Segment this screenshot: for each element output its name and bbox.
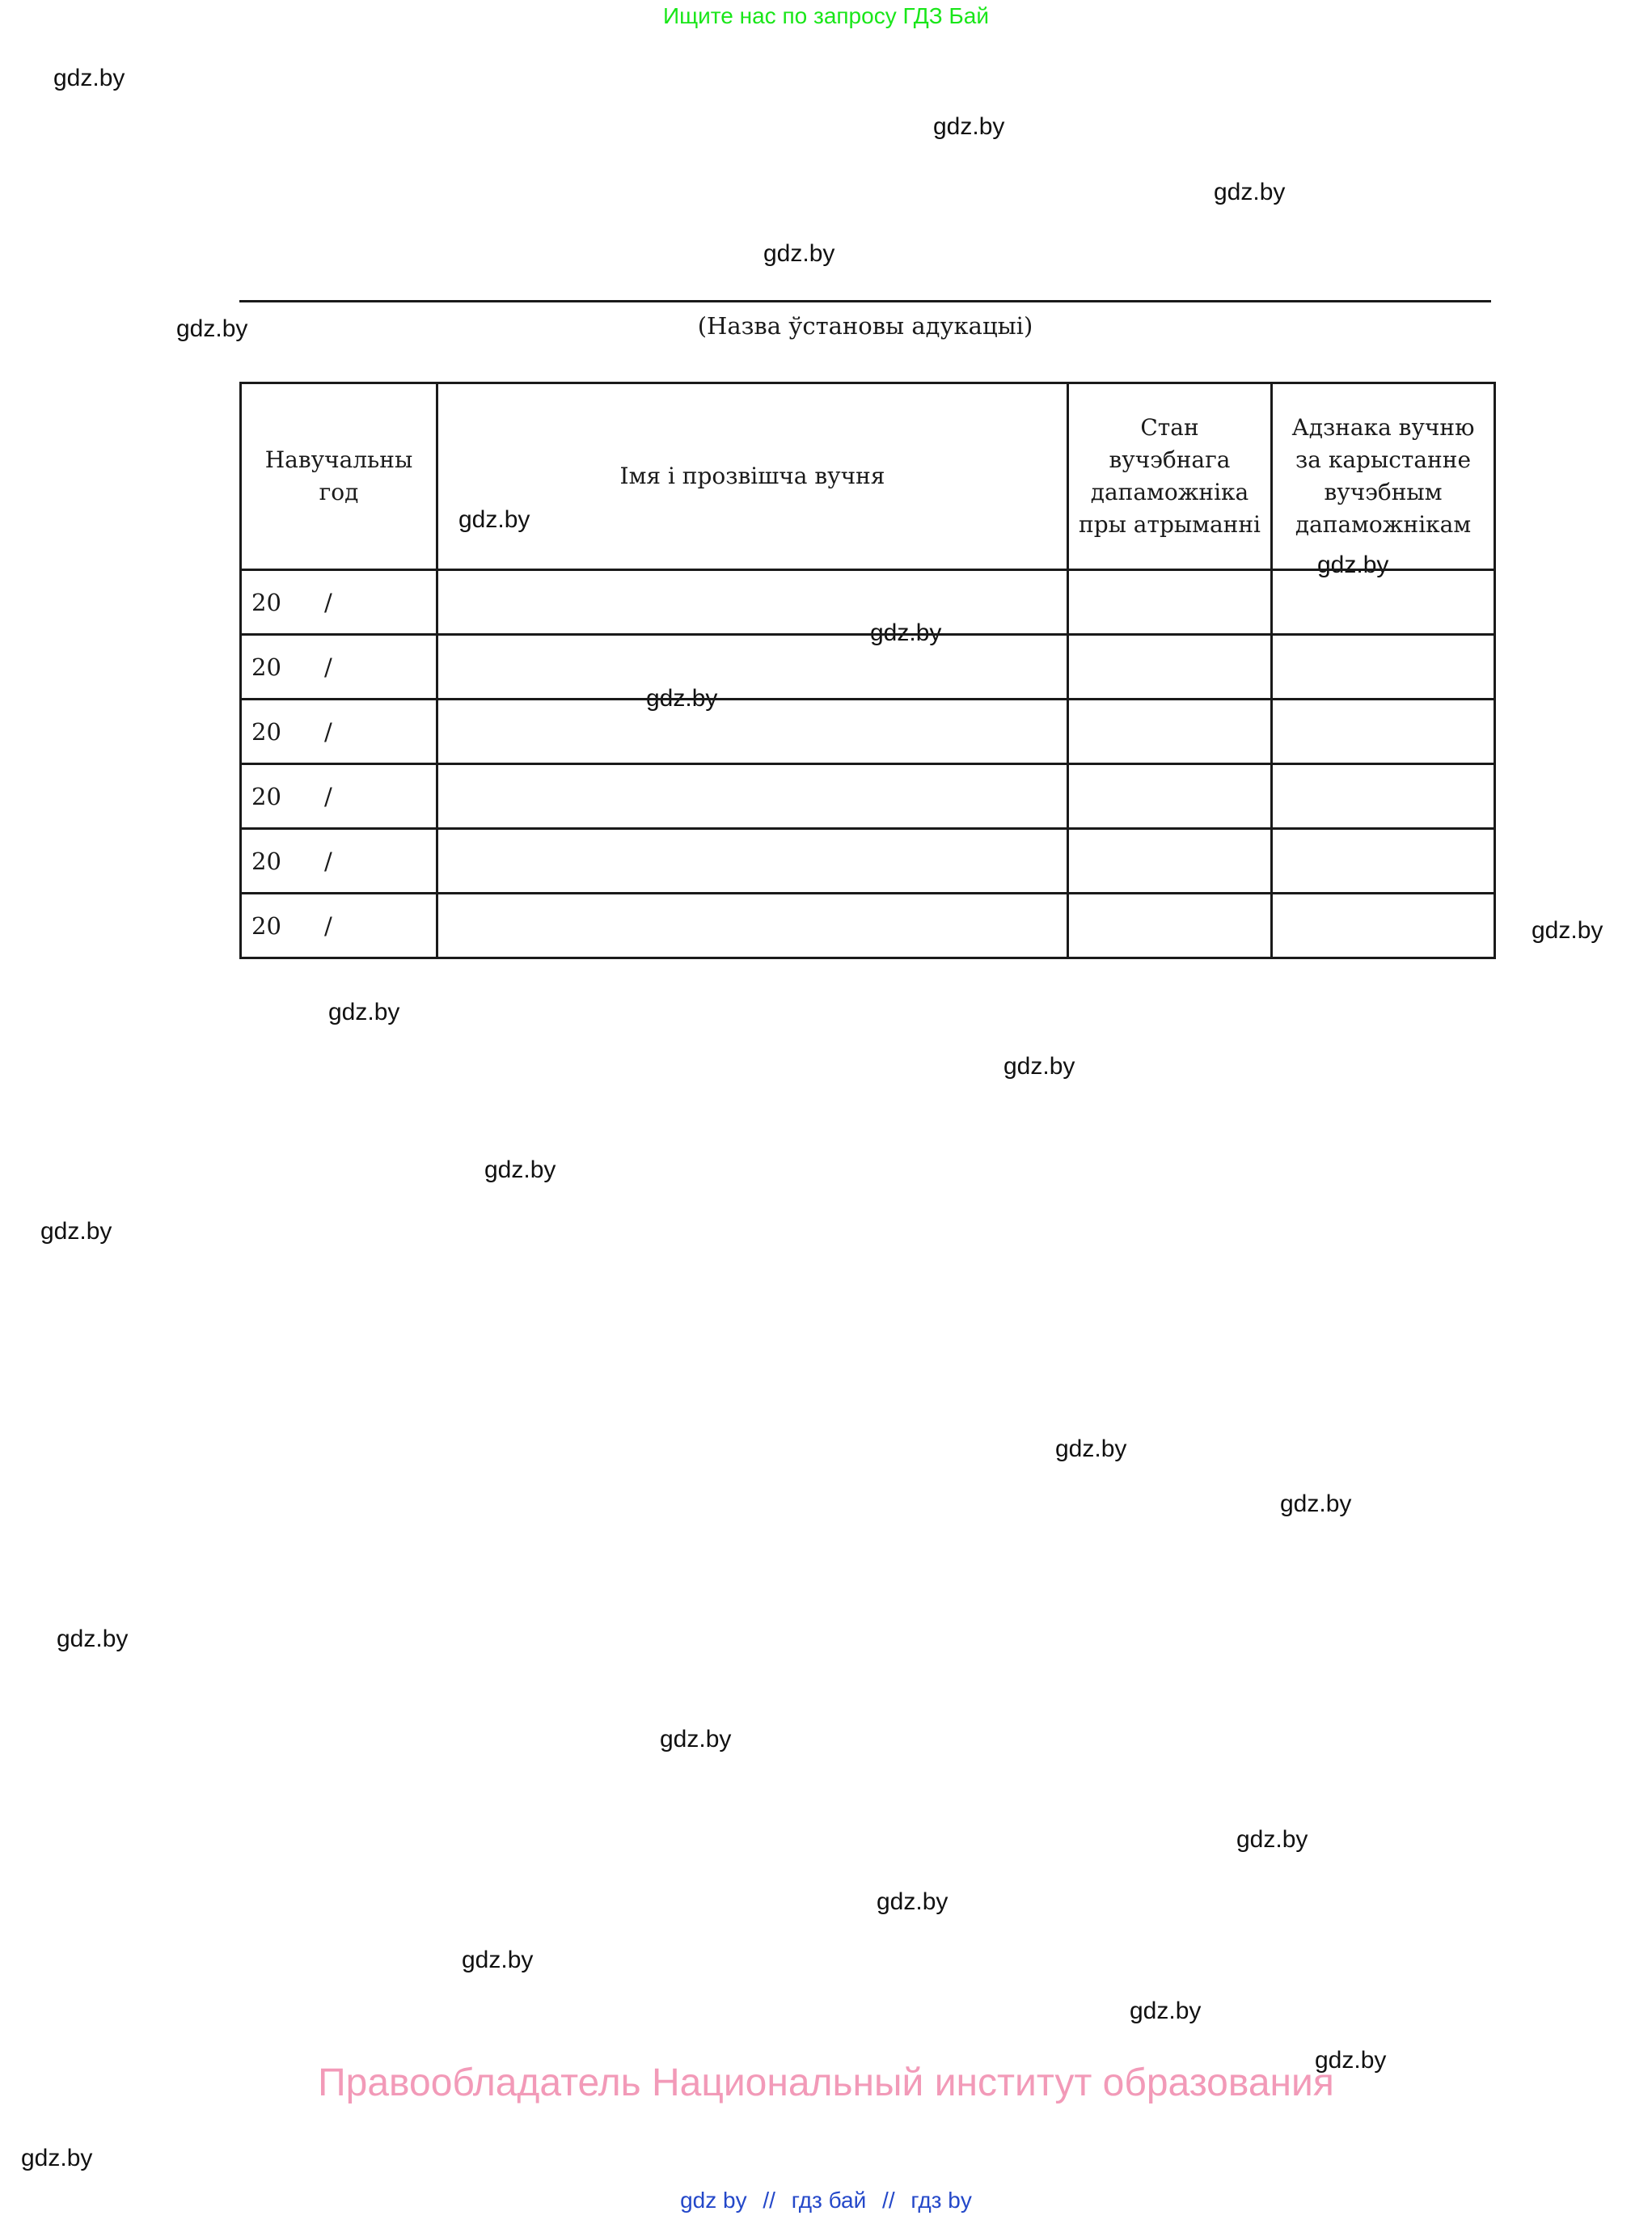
footer-links <box>0 2188 1652 2213</box>
footer-link[interactable]: гдз by <box>911 2188 972 2213</box>
footer-link[interactable]: гдз бай <box>791 2188 867 2213</box>
watermark: gdz.by <box>328 999 400 1025</box>
watermark: gdz.by <box>660 1726 732 1753</box>
footer-separator: // <box>882 2188 895 2213</box>
student-name-cell[interactable] <box>437 635 1068 700</box>
student-name-cell[interactable] <box>437 764 1068 829</box>
table-row <box>241 570 1495 635</box>
watermark: gdz.by <box>1055 1435 1127 1462</box>
grade-cell[interactable] <box>1272 700 1495 764</box>
watermark: gdz.by <box>1532 917 1603 944</box>
grade-cell[interactable] <box>1272 764 1495 829</box>
watermark: gdz.by <box>1003 1053 1075 1080</box>
watermark: gdz.by <box>870 619 942 646</box>
student-name-cell[interactable] <box>437 700 1068 764</box>
condition-cell[interactable] <box>1068 635 1272 700</box>
watermark: gdz.by <box>462 1947 534 1973</box>
header-student-name: Імя і прозвішча вучня <box>437 383 1068 570</box>
watermark: gdz.by <box>458 506 530 533</box>
table-row <box>241 700 1495 764</box>
header-school-year: Навучальны год <box>241 383 437 570</box>
year-cell: 20 / <box>241 829 437 894</box>
footer-link[interactable]: gdz by <box>680 2188 747 2213</box>
watermark: gdz.by <box>646 685 718 712</box>
table-row <box>241 764 1495 829</box>
header-textbook-condition: Стан вучэбнага дапаможніка пры атрыманні <box>1068 383 1272 570</box>
condition-cell[interactable] <box>1068 764 1272 829</box>
year-cell: 20 / <box>241 635 437 700</box>
condition-cell[interactable] <box>1068 894 1272 958</box>
header-student-grade: Адзнака вучню за карыстанне вучэбным дапаможнікам <box>1272 383 1495 570</box>
school-name-line <box>239 300 1491 302</box>
year-cell: 20 / <box>241 570 437 635</box>
watermark: gdz.by <box>1214 179 1286 205</box>
year-cell: 20 / <box>241 700 437 764</box>
top-banner[interactable]: Ищите нас по запросу ГДЗ Бай <box>662 3 990 28</box>
table-row <box>241 894 1495 958</box>
watermark: gdz.by <box>40 1218 112 1245</box>
watermark: gdz.by <box>21 2145 93 2171</box>
condition-cell[interactable] <box>1068 829 1272 894</box>
table-row <box>241 635 1495 700</box>
grade-cell[interactable] <box>1272 894 1495 958</box>
student-name-cell[interactable] <box>437 570 1068 635</box>
watermark: gdz.by <box>1280 1490 1352 1517</box>
student-name-cell[interactable] <box>437 894 1068 958</box>
watermark: gdz.by <box>1236 1826 1308 1853</box>
watermark: gdz.by <box>1130 1998 1202 2024</box>
watermark: gdz.by <box>877 1888 949 1915</box>
watermark: gdz.by <box>484 1156 556 1183</box>
textbook-usage-table <box>239 382 1496 959</box>
watermark: gdz.by <box>763 240 835 267</box>
condition-cell[interactable] <box>1068 570 1272 635</box>
watermark: gdz.by <box>1317 552 1389 578</box>
school-name-caption: (Назва ўстановы адукацыі) <box>697 312 1033 340</box>
watermark: gdz.by <box>176 315 248 342</box>
grade-cell[interactable] <box>1272 635 1495 700</box>
year-cell: 20 / <box>241 894 437 958</box>
condition-cell[interactable] <box>1068 700 1272 764</box>
table-row <box>241 829 1495 894</box>
watermark: gdz.by <box>57 1626 129 1652</box>
rights-holder-notice: Правообладатель Национальный институт образования <box>318 2061 1334 2104</box>
student-name-cell[interactable] <box>437 829 1068 894</box>
watermark: gdz.by <box>1315 2047 1387 2074</box>
table-header-row <box>241 383 1495 570</box>
footer-separator: // <box>763 2188 775 2213</box>
watermark: gdz.by <box>933 113 1005 140</box>
year-cell: 20 / <box>241 764 437 829</box>
grade-cell[interactable] <box>1272 570 1495 635</box>
grade-cell[interactable] <box>1272 829 1495 894</box>
watermark: gdz.by <box>53 65 125 91</box>
